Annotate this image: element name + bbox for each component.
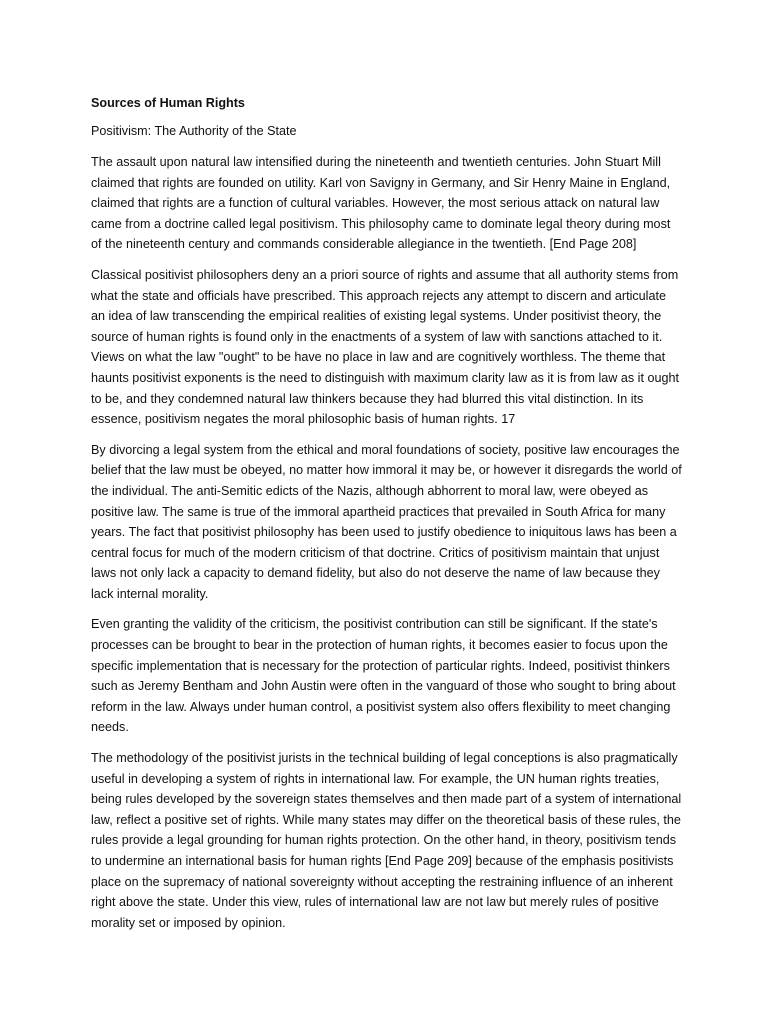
paragraph-5: The methodology of the positivist jurists in the technical building of legal conceptions is also pragmatically useful in developing a system of rights in international law. For example, the UN human rights treaties, being rules developed by the sovereign states themselves and then made part of a system of international law, reflect a positive set of rights. While many states may differ on the theoretical basis of these rules, the rules provide a legal grounding for human rights protection. On the other hand, in theory, positivism tends to undermine an international basis for human rights [End Page 209] because of the emphasis positivists place on the supremacy of national sovereignty without accepting the restraining influence of an inherent right above the state. Under this view, rules of international law are not law but merely rules of positive morality set or imposed by opinion.	[91, 751, 682, 930]
paragraph-1: The assault upon natural law intensified during the nineteenth and twentieth centuries. John Stuart Mill claimed that rights are founded on utility. Karl von Savigny in Germany, and Sir Henry Maine in England, claimed that rights are a function of cultural variables. However, the most serious attack on natural law came from a doctrine called legal positivism. This philosophy came to dominate legal theory during most of the nineteenth century and commands considerable allegiance in the twentieth. [End Page 208]	[91, 155, 671, 252]
paragraph-3: By divorcing a legal system from the ethical and moral foundations of society, positive law encourages the belief that the law must be obeyed, no matter how immoral it may be, or however it disregards the world of the individual. The anti-Semitic edicts of the Nazis, although abhorrent to moral law, were obeyed as positive law. The same is true of the immoral apartheid practices that prevailed in South Africa for many years. The fact that positivist philosophy has been used to justify obedience to iniquitous laws has been a central focus for much of the modern criticism of that doctrine. Critics of positivism maintain that unjust laws not only lack a capacity to demand fidelity, but also do not deserve the name of law because they lack internal morality.	[91, 442, 682, 601]
paragraph-2: Classical positivist philosophers deny an a priori source of rights and assume that all authority stems from what the state and officials have prescribed. This approach rejects any attempt to discern and articulate an idea of law transcending the empirical realities of existing legal systems. Under positivist theory, the source of human rights is found only in the enactments of a system of law with sanctions attached to it. Views on what the law "ought" to be have no place in law and are cognitively worthless. The theme that haunts positivist exponents is the need to distinguish with maximum clarity law as it is from law as it ought to be, and they condemned natural law thinkers because they had blurred this vital distinction. In its essence, positivism negates the moral philosophic basis of human rights. 17	[91, 267, 679, 427]
paragraph-4: Even granting the validity of the criticism, the positivist contribution can still be significant. If the state's processes can be brought to bear in the protection of human rights, it becomes easier to focus upon the specific implementation that is necessary for the protection of particular rights. Indeed, positivist thinkers such as Jeremy Bentham and John Austin were often in the vanguard of those who sought to bring about reform in the law. Always under human control, a positivist system also offers flexibility to meet changing needs.	[91, 617, 676, 735]
section-heading: Positivism: The Authority of the State	[91, 124, 297, 138]
document-title: Sources of Human Rights	[91, 96, 245, 110]
